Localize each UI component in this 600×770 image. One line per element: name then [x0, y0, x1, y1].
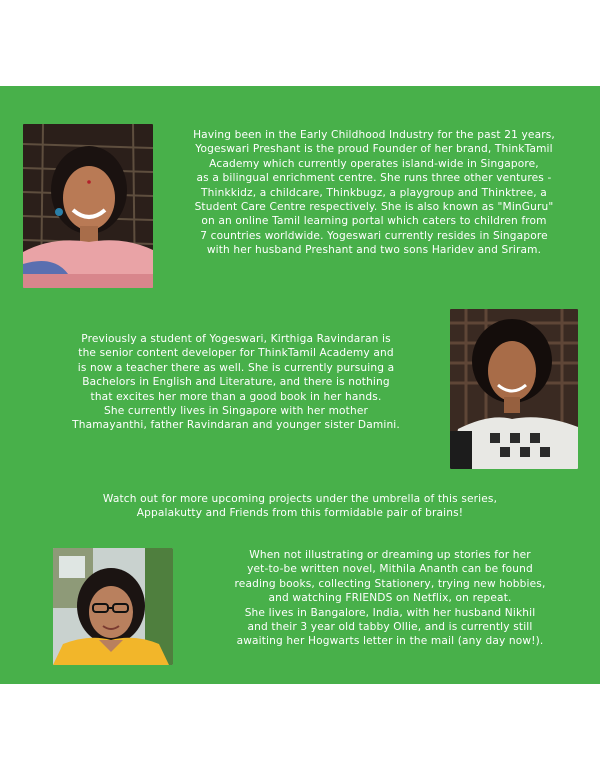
- bio-kirthiga: [22, 332, 450, 433]
- bio-line: is now a teacher there as well. She is currently pursuing a: [77, 361, 395, 374]
- bio-line: as a bilingual enrichment centre. She runs three other ventures -: [196, 172, 552, 185]
- bio-line: She lives in Bangalore, India, with her husband Nikhil: [244, 606, 536, 619]
- bio-line: Student Care Centre respectively. She is also known as "MinGuru": [194, 201, 554, 214]
- bio-line: Academy which currently operates island-wide in Singapore,: [209, 157, 539, 170]
- announcement-line: Appalakutty and Friends from this formidable pair of brains!: [136, 507, 464, 520]
- bio-line: and watching FRIENDS on Netflix, on repeat.: [268, 592, 512, 605]
- bio-line: yet-to-be written novel, Mithila Ananth can be found: [247, 563, 533, 576]
- bio-line: awaiting her Hogwarts letter in the mail (any day now!).: [236, 635, 544, 648]
- bio-line: Thamayanthi, father Ravindaran and younger sister Damini.: [72, 419, 400, 432]
- series-announcement: [40, 492, 560, 521]
- author-photo-kirthiga: [450, 309, 578, 469]
- bio-line: the senior content developer for ThinkTamil Academy and: [78, 347, 394, 360]
- bio-line: reading books, collecting Stationery, trying new hobbies,: [234, 577, 546, 590]
- author-bio-panel: [0, 86, 600, 684]
- bio-line: and their 3 year old tabby Ollie, and is currently still: [247, 621, 533, 634]
- bio-yogeswari: [160, 128, 588, 258]
- bio-line: She currently lives in Singapore with her mother: [103, 405, 369, 418]
- bio-line: When not illustrating or dreaming up stories for her: [249, 549, 531, 561]
- bio-line: Bachelors in English and Literature, and there is nothing: [82, 376, 390, 389]
- announcement-line: Watch out for more upcoming projects under the umbrella of this series,: [102, 493, 498, 505]
- bio-line: Yogeswari Preshant is the proud Founder of her brand, ThinkTamil: [195, 143, 553, 156]
- bio-line: 7 countries worldwide. Yogeswari currently resides in Singapore: [200, 229, 548, 242]
- author-photo-yogeswari: [23, 124, 153, 288]
- bio-line: on an online Tamil learning portal which caters to children from: [201, 215, 547, 228]
- bio-line: Having been in the Early Childhood Industry for the past 21 years,: [193, 129, 555, 141]
- author-photo-mithila: [53, 548, 173, 665]
- bio-line: Previously a student of Yogeswari, Kirthiga Ravindaran is: [81, 333, 391, 345]
- bio-line: that excites her more than a good book in her hands.: [90, 390, 382, 403]
- bio-mithila: [190, 548, 590, 649]
- bio-line: with her husband Preshant and two sons Haridev and Sriram.: [206, 244, 542, 257]
- bio-line: Thinkkidz, a childcare, Thinkbugz, a playgroup and Thinktree, a: [201, 186, 547, 199]
